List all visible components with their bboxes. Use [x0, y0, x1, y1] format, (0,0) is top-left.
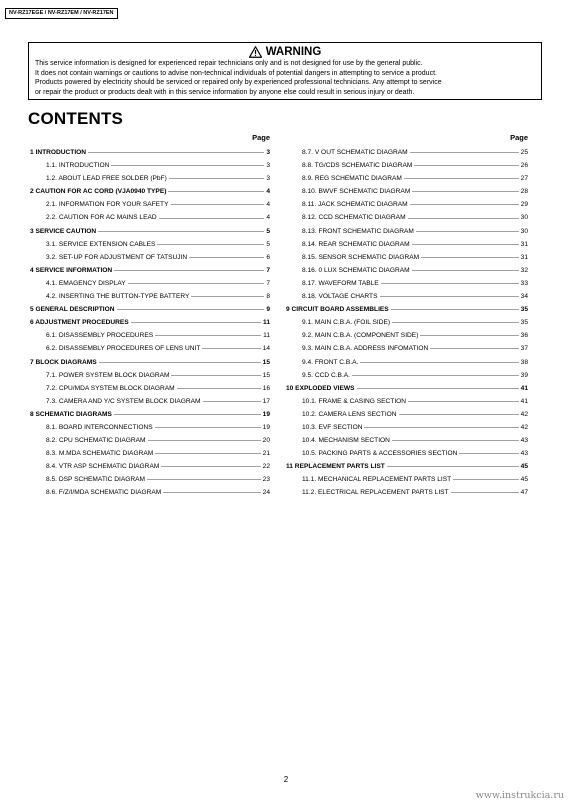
dot-leader	[191, 296, 264, 297]
toc-entry-title: 4.1. EMAGENCY DISPLAY	[46, 279, 126, 287]
toc-entry[interactable]	[30, 342, 270, 355]
toc-entry-title: 1.1. INTRODUCTION	[46, 162, 110, 170]
dot-leader	[131, 322, 261, 323]
toc-entry[interactable]	[30, 421, 270, 434]
dot-leader	[114, 414, 261, 415]
toc-entry-title: 10.3. EVF SECTION	[302, 423, 363, 431]
toc-entry-page: 22	[262, 463, 270, 471]
warning-title: WARNING	[265, 46, 322, 58]
toc-entry-title: 8.9. REG SCHEMATIC DIAGRAM	[302, 175, 402, 183]
toc-entry-title: 8.11. JACK SCHEMATIC DIAGRAM	[302, 201, 408, 209]
toc-entry-title: 6.2. DISASSEMBLY PROCEDURES OF LENS UNIT	[46, 345, 201, 353]
page-column-heading: Page	[510, 133, 528, 142]
dot-leader	[404, 178, 519, 179]
toc-entry-title: 10.2. CAMERA LENS SECTION	[302, 410, 397, 418]
toc-entry-title: 6.1. DISASSEMBLY PROCEDURES	[46, 332, 154, 340]
toc-entry-title: 11.2. ELECTRICAL REPLACEMENT PARTS LIST	[302, 489, 449, 497]
dot-leader	[421, 257, 519, 258]
toc-entry[interactable]	[286, 303, 528, 316]
dot-leader	[410, 204, 519, 205]
toc-entry-page: 41	[520, 397, 528, 405]
toc-entry-title: 6 ADJUSTMENT PROCEDURES	[30, 319, 129, 327]
toc-entry-title: 7.3. CAMERA AND Y/C SYSTEM BLOCK DIAGRAM	[46, 397, 201, 405]
toc-entry[interactable]	[30, 395, 270, 408]
toc-entry-page: 26	[520, 162, 528, 170]
warning-line: or repair the product or products dealt with in this service information by anyone else could result in serious injury or death.	[35, 88, 415, 96]
toc-entry-title: 4.2. INSERTING THE BUTTON-TYPE BATTERY	[46, 293, 190, 301]
toc-entry-page: 4	[266, 201, 270, 209]
toc-entry-title: 2.2. CAUTION FOR AC MAINS LEAD	[46, 214, 157, 222]
dot-leader	[189, 257, 264, 258]
toc-entry-page: 30	[520, 227, 528, 235]
toc-entry-title: 8.16. 0 LUX SCHEMATIC DIAGRAM	[302, 266, 410, 274]
dot-leader	[392, 440, 519, 441]
warning-line: It does not contain warnings or cautions to advise non-technical individuals of potential dangers in attempting to service a product.	[35, 69, 437, 77]
dot-leader	[381, 283, 519, 284]
toc-entry-page: 35	[520, 319, 528, 327]
toc-entry[interactable]	[286, 382, 528, 395]
toc-entry-title: 9 CIRCUIT BOARD ASSEMBLIES	[286, 306, 389, 314]
toc-entry[interactable]	[286, 238, 528, 251]
toc-entry-title: 8.7. V OUT SCHEMATIC DIAGRAM	[302, 149, 408, 156]
toc-entry-page: 35	[520, 306, 528, 314]
toc-entry-page: 31	[520, 253, 528, 261]
dot-leader	[155, 453, 260, 454]
toc-entry[interactable]	[286, 329, 528, 342]
dot-leader	[202, 348, 260, 349]
toc-entry[interactable]	[286, 342, 528, 355]
dot-leader	[147, 479, 261, 480]
toc-entry-page: 34	[520, 293, 528, 301]
dot-leader	[399, 414, 519, 415]
toc-entry-title: 9.5. CCD C.B.A.	[302, 371, 351, 379]
toc-entry-page: 3	[266, 162, 270, 170]
toc-entry-page: 19	[262, 410, 270, 418]
toc-entry[interactable]	[30, 211, 270, 224]
toc-entry-title: 10.4. MECHANISM SECTION	[302, 437, 390, 445]
warning-line: This service information is designed for experienced repair technicians only and is not designed for use by the general public.	[35, 60, 423, 67]
toc-entry[interactable]	[286, 251, 528, 264]
dot-leader	[392, 322, 519, 323]
dot-leader	[99, 362, 261, 363]
toc-entry-page: 41	[520, 384, 528, 392]
toc-entry[interactable]	[30, 486, 270, 499]
toc-entry-page: 29	[520, 201, 528, 209]
watermark: www.instrukcia.ru	[475, 790, 564, 801]
toc-entry-page: 28	[520, 188, 528, 196]
toc-entry-title: 7.2. CPU/MDA SYSTEM BLOCK DIAGRAM	[46, 384, 175, 392]
toc-entry[interactable]	[30, 356, 270, 369]
toc-entry[interactable]	[286, 434, 528, 447]
dot-leader	[88, 152, 264, 153]
toc-entry-title: 3 SERVICE CAUTION	[30, 227, 97, 235]
toc-entry-page: 32	[520, 266, 528, 274]
toc-entry[interactable]	[286, 185, 528, 198]
dot-leader	[416, 231, 519, 232]
toc-entry[interactable]	[30, 146, 270, 159]
toc-entry-page: 39	[520, 371, 528, 379]
toc-entry-page: 43	[520, 437, 528, 445]
toc-entry[interactable]	[30, 290, 270, 303]
dot-leader	[117, 309, 265, 310]
toc-entry-title: 8.5. DSP SCHEMATIC DIAGRAM	[46, 476, 146, 484]
dot-leader	[155, 427, 261, 428]
dot-leader	[171, 204, 265, 205]
toc-entry-page: 42	[520, 423, 528, 431]
toc-entry-page: 36	[520, 332, 528, 340]
dot-leader	[420, 335, 518, 336]
toc-entry-title: 10 EXPLODED VIEWS	[286, 384, 355, 392]
toc-entry-page: 3	[266, 175, 270, 183]
toc-entry-page: 14	[262, 345, 270, 353]
model-tag: NV-RZ17EGE / NV-RZ17EM / NV-RZ17EN	[5, 8, 118, 19]
dot-leader	[155, 335, 261, 336]
toc-entry-page: 30	[520, 214, 528, 222]
toc-entry[interactable]	[286, 369, 528, 382]
warning-heading	[35, 45, 535, 59]
toc-entry-page: 17	[262, 397, 270, 405]
dot-leader	[408, 401, 519, 402]
toc-entry-title: 8.14. REAR SCHEMATIC DIAGRAM	[302, 240, 410, 248]
toc-entry-page: 7	[266, 279, 270, 287]
toc-entry[interactable]	[286, 198, 528, 211]
toc-column-right	[286, 133, 528, 500]
dot-leader	[459, 453, 518, 454]
dot-leader	[171, 375, 260, 376]
toc-entry[interactable]	[286, 277, 528, 290]
toc-entry[interactable]	[286, 408, 528, 421]
dot-leader	[161, 466, 260, 467]
dot-leader	[430, 348, 518, 349]
toc-column-left	[30, 133, 270, 500]
toc-entry-title: 8.6. F/Z/I/MDA SCHEMATIC DIAGRAM	[46, 489, 162, 497]
toc-entry-page: 45	[520, 463, 528, 471]
toc-entry[interactable]	[286, 146, 528, 159]
dot-leader	[177, 388, 261, 389]
toc-entry[interactable]	[30, 185, 270, 198]
toc-entry-page: 31	[520, 240, 528, 248]
toc-entry-title: 8.4. VTR ASP SCHEMATIC DIAGRAM	[46, 463, 160, 471]
toc-list-left	[30, 146, 270, 500]
toc-entry-title: 9.4. FRONT C.B.A.	[302, 358, 359, 366]
toc-entry-page: 6	[266, 253, 270, 261]
toc-entry[interactable]	[286, 159, 528, 172]
toc-entry-title: 2.1. INFORMATION FOR YOUR SAFETY	[46, 201, 169, 209]
dot-leader	[380, 296, 519, 297]
toc-list-right	[286, 146, 528, 500]
toc-entry-title: 8 SCHEMATIC DIAGRAMS	[30, 410, 112, 418]
toc-entry[interactable]	[286, 421, 528, 434]
toc-entry-page: 4	[266, 214, 270, 222]
dot-leader	[408, 218, 519, 219]
toc-entry[interactable]	[286, 447, 528, 460]
toc-entry-page: 27	[520, 175, 528, 183]
toc-entry[interactable]	[286, 486, 528, 499]
toc-entry-title: 10.5. PACKING PARTS & ACCESSORIES SECTION	[302, 450, 458, 458]
toc-entry[interactable]	[286, 264, 528, 277]
toc-entry-page: 9	[266, 306, 270, 314]
toc-entry-title: 10.1. FRAME & CASING SECTION	[302, 397, 407, 405]
toc-entry-page: 11	[263, 332, 270, 340]
toc-entry-page: 15	[262, 358, 270, 366]
dot-leader	[414, 165, 518, 166]
dot-leader	[148, 440, 261, 441]
toc-entry[interactable]	[286, 172, 528, 185]
toc-entry[interactable]	[30, 473, 270, 486]
toc-entry[interactable]	[30, 172, 270, 185]
dot-leader	[387, 466, 519, 467]
dot-leader	[453, 479, 519, 480]
toc-entry-page: 24	[262, 489, 270, 497]
dot-leader	[360, 362, 518, 363]
toc-entry-title: 8.15. SENSOR SCHEMATIC DIAGRAM	[302, 253, 420, 261]
toc-entry-title: 2 CAUTION FOR AC CORD (VJA0940 TYPE)	[30, 188, 167, 196]
toc-entry-page: 23	[262, 476, 270, 484]
toc-entry-title: 4 SERVICE INFORMATION	[30, 266, 113, 274]
toc-entry-title: 3.1. SERVICE EXTENSION CABLES	[46, 240, 156, 248]
toc-entry-page: 47	[520, 489, 528, 497]
toc-entry-page: 38	[520, 358, 528, 366]
toc-entry-title: 9.1. MAIN C.B.A. (FOIL SIDE)	[302, 319, 391, 327]
dot-leader	[163, 492, 260, 493]
toc-entry[interactable]	[286, 356, 528, 369]
dot-leader	[391, 309, 519, 310]
toc-entry[interactable]	[30, 264, 270, 277]
toc-entry-page: 5	[266, 227, 270, 235]
toc-entry[interactable]	[286, 225, 528, 238]
toc-entry[interactable]	[30, 238, 270, 251]
toc-entry[interactable]	[30, 303, 270, 316]
warning-box	[28, 42, 542, 100]
toc-entry-title: 1 INTRODUCTION	[30, 149, 87, 156]
toc-entry-title: 11.1. MECHANICAL REPLACEMENT PARTS LIST	[302, 476, 452, 484]
dot-leader	[168, 191, 264, 192]
page-number: 2	[283, 775, 289, 784]
toc-entry-page: 43	[520, 450, 528, 458]
toc-entry[interactable]	[30, 277, 270, 290]
toc-entry[interactable]	[30, 159, 270, 172]
toc-entry[interactable]	[286, 395, 528, 408]
dot-leader	[111, 165, 264, 166]
toc-entry-page: 5	[266, 240, 270, 248]
toc-entry[interactable]	[30, 369, 270, 382]
toc-entry[interactable]	[30, 329, 270, 342]
dot-leader	[157, 244, 264, 245]
toc-entry-page: 33	[520, 279, 528, 287]
toc-entry-page: 8	[266, 293, 270, 301]
toc-entry-title: 7 BLOCK DIAGRAMS	[30, 358, 97, 366]
dot-leader	[203, 401, 261, 402]
contents-title: CONTENTS	[28, 109, 124, 128]
toc-entry-title: 9.2. MAIN C.B.A. (COMPONENT SIDE)	[302, 332, 419, 340]
toc-entry-page: 7	[266, 266, 270, 274]
toc-entry-page: 15	[262, 371, 270, 379]
toc-entry[interactable]	[30, 460, 270, 473]
toc-entry[interactable]	[286, 473, 528, 486]
page-column-heading: Page	[252, 133, 270, 142]
toc-entry-page: 42	[520, 410, 528, 418]
toc-entry[interactable]	[30, 434, 270, 447]
toc-entry[interactable]	[286, 316, 528, 329]
toc-entry-page: 4	[266, 188, 270, 196]
toc-entry-title: 8.8. TG/CDS SCHEMATIC DIAGRAM	[302, 162, 413, 170]
toc-entry-title: 3.2. SET-UP FOR ADJUSTMENT OF TATSUJIN	[46, 253, 188, 261]
toc-entry-page: 45	[520, 476, 528, 484]
toc-entry-page: 3	[266, 149, 270, 156]
toc-entry-title: 8.2. CPU SCHEMATIC DIAGRAM	[46, 437, 146, 445]
dot-leader	[364, 427, 518, 428]
dot-leader	[159, 218, 265, 219]
toc-entry[interactable]	[30, 408, 270, 421]
toc-entry-title: 8.17. WAVEFORM TABLE	[302, 279, 379, 287]
toc-entry[interactable]	[286, 290, 528, 303]
toc-entry-title: 11 REPLACEMENT PARTS LIST	[286, 463, 385, 471]
toc-entry-title: 8.13. FRONT SCHEMATIC DIAGRAM	[302, 227, 414, 235]
dot-leader	[98, 231, 264, 232]
toc-entry[interactable]	[30, 225, 270, 238]
toc-entry[interactable]	[286, 460, 528, 473]
dot-leader	[114, 270, 264, 271]
toc-entry[interactable]	[30, 251, 270, 264]
toc-entry-page: 16	[262, 384, 270, 392]
toc-entry[interactable]	[286, 211, 528, 224]
toc-entry[interactable]	[30, 447, 270, 460]
toc-entry[interactable]	[30, 316, 270, 329]
dot-leader	[352, 375, 519, 376]
toc-entry-title: 5 GENERAL DESCRIPTION	[30, 306, 115, 314]
dot-leader	[410, 152, 519, 153]
dot-leader	[169, 178, 265, 179]
toc-entry-page: 19	[262, 423, 270, 431]
toc-entry-title: 8.10. BWVF SCHEMATIC DIAGRAM	[302, 188, 411, 196]
toc-entry-title: 8.12. CCD SCHEMATIC DIAGRAM	[302, 214, 406, 222]
toc-entry-title: 9.3. MAIN C.B.A. ADDRESS INFOMATION	[302, 345, 429, 353]
toc-entry[interactable]	[30, 382, 270, 395]
warning-triangle-icon	[249, 46, 262, 58]
dot-leader	[128, 283, 265, 284]
toc-entry-page: 37	[520, 345, 528, 353]
dot-leader	[412, 191, 518, 192]
toc-entry-title: 1.2. ABOUT LEAD FREE SOLDER (PbF)	[46, 175, 167, 183]
toc-entry-title: 7.1. POWER SYSTEM BLOCK DIAGRAM	[46, 371, 170, 379]
toc-entry-title: 8.3. M.MDA SCHEMATIC DIAGRAM	[46, 450, 154, 458]
toc-entry-title: 8.1. BOARD INTERCONNECTIONS	[46, 423, 153, 431]
dot-leader	[412, 270, 519, 271]
toc-entry-page: 11	[263, 319, 270, 327]
toc-entry-title: 8.18. VOLTAGE CHARTS	[302, 293, 378, 301]
toc-entry-page: 21	[262, 450, 270, 458]
toc-entry[interactable]	[30, 198, 270, 211]
toc-entry-page: 20	[262, 437, 270, 445]
warning-line: Products powered by electricity should be serviced or repaired only by experienced professional technicians. Any attempt to service	[35, 79, 442, 87]
dot-leader	[451, 492, 519, 493]
dot-leader	[357, 388, 519, 389]
dot-leader	[412, 244, 519, 245]
toc-entry-page: 25	[520, 149, 528, 156]
